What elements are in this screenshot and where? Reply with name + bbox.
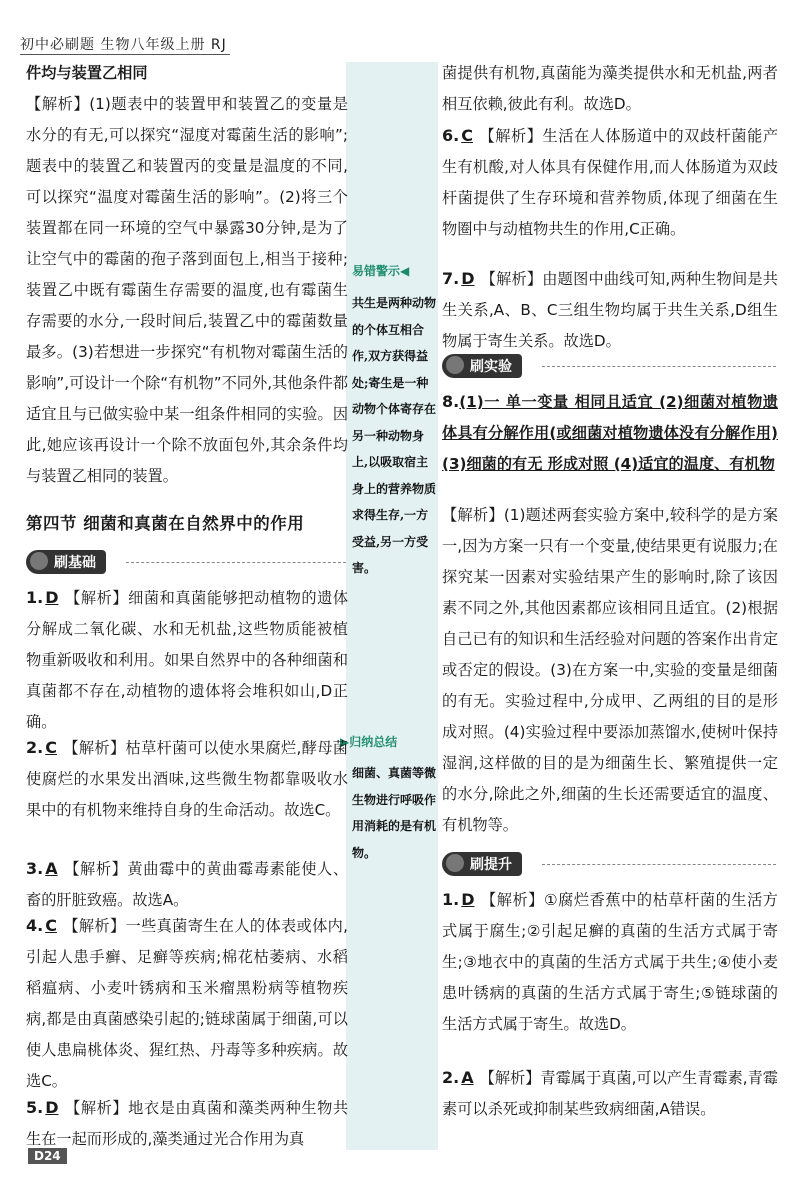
advanced-question-2: [442, 1062, 778, 1125]
pen-icon: [30, 552, 48, 570]
flask-icon: [446, 356, 464, 374]
q-answer: D: [45, 588, 59, 607]
q-analysis: 【解析】青霉属于真菌,可以产生青霉素,青霉素可以杀死或抑制某些致病细菌,A错误。: [442, 1069, 778, 1118]
q-analysis: 【解析】地衣是由真菌和藻类两种生物共生在一起而形成的,藻类通过光合作用为真: [26, 1099, 348, 1148]
question-2: [26, 732, 348, 826]
badge-experiment: [442, 354, 522, 378]
question-6: [442, 120, 778, 245]
q-answer: (1)一 单一变量 相同且适宜 (2)细菌对植物遗体具有分解作用(或细菌对植物遗体没有分解作用) (3)细菌的有无 形成对照 (4)适宜的温度、有机物: [442, 393, 778, 473]
header-rule: [20, 54, 230, 55]
section-title: 第四节 细菌和真菌在自然界中的作用: [26, 514, 305, 533]
q-analysis: 【解析】枯草杆菌可以使水果腐烂,酵母菌使腐烂的水果发出酒味,这些微生物都靠吸收水果中的有机物来维持自身的生命活动。故选C。: [26, 739, 348, 819]
q-number: 3.: [26, 859, 44, 878]
q-number: 2.: [26, 738, 44, 757]
continued-analysis: 菌提供有机物,真菌能为藻类提供水和无机盐,两者相互依赖,彼此有利。故选D。: [442, 64, 778, 113]
q-answer: C: [45, 916, 57, 935]
q-analysis: 【解析】黄曲霉中的黄曲霉毒素能使人、畜的肝脏致癌。故选A。: [26, 860, 348, 909]
q-number: 1.: [26, 588, 44, 607]
q-number: 4.: [26, 916, 44, 935]
q-answer: A: [461, 1068, 474, 1087]
badge-label: 刷实验: [470, 359, 512, 375]
question-4: [26, 910, 348, 1097]
q-number: 5.: [26, 1098, 44, 1117]
q-number: 6.: [442, 126, 460, 145]
question-3: [26, 853, 348, 916]
continued-answer: 件均与装置乙相同: [26, 64, 148, 82]
pen-icon: [446, 854, 464, 872]
badge-basic: [26, 550, 106, 574]
badge-label: 刷提升: [470, 857, 512, 873]
badge-label: 刷基础: [54, 555, 96, 571]
q-answer: D: [45, 1098, 59, 1117]
tip-text-summary: 细菌、真菌等微生物进行呼吸作用消耗的是有机物。: [352, 766, 437, 860]
q-analysis: 【解析】一些真菌寄生在人的体表或体内,引起人患手癣、足癣等疾病;棉花枯萎病、水稻稻瘟病、小麦叶锈病和玉米瘤黑粉病等植物疾病,都是由真菌感染引起的;链球菌属于细菌,可以使人患扁桃体炎、猩红热、丹毒等多种疾病。故选C。: [26, 917, 348, 1090]
margin-note-column: [346, 62, 438, 1150]
q-answer: D: [461, 269, 475, 288]
page-number: D24: [28, 1148, 67, 1164]
q-answer: C: [461, 126, 473, 145]
header-text: 初中必刷题 生物八年级上册 RJ: [20, 37, 227, 53]
q-number: 2.: [442, 1068, 460, 1087]
tip-heading-common-mistakes: 易错警示◀: [352, 264, 410, 278]
badge-advanced: [442, 852, 522, 876]
tip-heading-summary: ▶归纳总结: [340, 735, 398, 749]
q-answer: A: [45, 859, 58, 878]
q-number: 7.: [442, 269, 460, 288]
q-analysis: 【解析】由题图中曲线可知,两种生物间是共生关系,A、B、C三组生物均属于共生关系,D组生物属于寄生关系。故选D。: [442, 270, 778, 350]
question-7: [442, 263, 778, 357]
badge-divider: [542, 864, 776, 865]
q-number: 1.: [442, 890, 460, 909]
badge-divider: [542, 366, 776, 367]
q-analysis: 【解析】生活在人体肠道中的双歧杆菌能产生有机酸,对人体具有保健作用,而人体肠道为双歧杆菌提供了生存环境和营养物质,体现了细菌在生物圈中与动植物共生的作用,C正确。: [442, 127, 778, 238]
question-5: [26, 1092, 348, 1155]
badge-divider: [126, 562, 346, 563]
running-header: [20, 34, 227, 54]
question-8-answer: [442, 386, 778, 480]
question-1: [26, 582, 348, 738]
q-analysis: 【解析】细菌和真菌能够把动植物的遗体分解成二氧化碳、水和无机盐,这些物质能被植物重新吸收和利用。如果自然界中的各种细菌和真菌都不存在,动植物的遗体将会堆积如山,D正确。: [26, 589, 348, 731]
q-answer: D: [461, 890, 475, 909]
q-answer: C: [45, 738, 57, 757]
advanced-question-1: [442, 884, 778, 1040]
tip-text-common-mistakes: 共生是两种动物的个体互相合作,双方获得益处;寄生是一种动物个体寄存在另一种动物身上,以吸取宿主身上的营养物质求得生存,一方受益,另一方受害。: [352, 296, 437, 575]
question-8-analysis: 【解析】(1)题述两套实验方案中,较科学的是方案一,因为方案一只有一个变量,使结果更有说服力;在探究某一因素对实验结果产生的影响时,除了该因素不同之外,其他因素都应该相同且适宜。(2)根据自己已有的知识和生活经验对问题的答案作出肯定或否定的假设。(3)在方案一中,实验的变量是细菌的有无。实验过程中,分成甲、乙两组的目的是形成对照。(4)实验过程中要添加蒸馏水,使树叶保持湿润,这样做的目的是为细菌生长、繁殖提供一定的水分,除此之外,细菌的生长还需要适宜的温度、有机物等。: [442, 506, 778, 834]
q-analysis: 【解析】①腐烂香蕉中的枯草杆菌的生活方式属于腐生;②引起足癣的真菌的生活方式属于寄生;③地衣中的真菌的生活方式属于共生;④使小麦患叶锈病的真菌的生活方式属于寄生;⑤链球菌的生活方式属于寄生。故选D。: [442, 891, 778, 1033]
q-number: 8.: [442, 392, 460, 411]
analysis-text: 【解析】(1)题表中的装置甲和装置乙的变量是水分的有无,可以探究“湿度对霉菌生活的影响”;题表中的装置乙和装置丙的变量是温度的不同,可以探究“温度对霉菌生活的影响”。(2)将三个装置都在同一环境的空气中暴露30分钟,是为了让空气中的霉菌的孢子落到面包上,相当于接种;装置乙中既有霉菌生存需要的温度,也有霉菌生存需要的水分,一段时间后,装置乙中的霉菌数量最多。(3)若想进一步探究“有机物对霉菌生活的影响”,可设计一个除“有机物”不同外,其他条件都适宜且与已做实验中某一组条件相同的实验。因此,她应该再设计一个除不放面包外,其余条件均与装置乙相同的装置。: [26, 95, 348, 485]
